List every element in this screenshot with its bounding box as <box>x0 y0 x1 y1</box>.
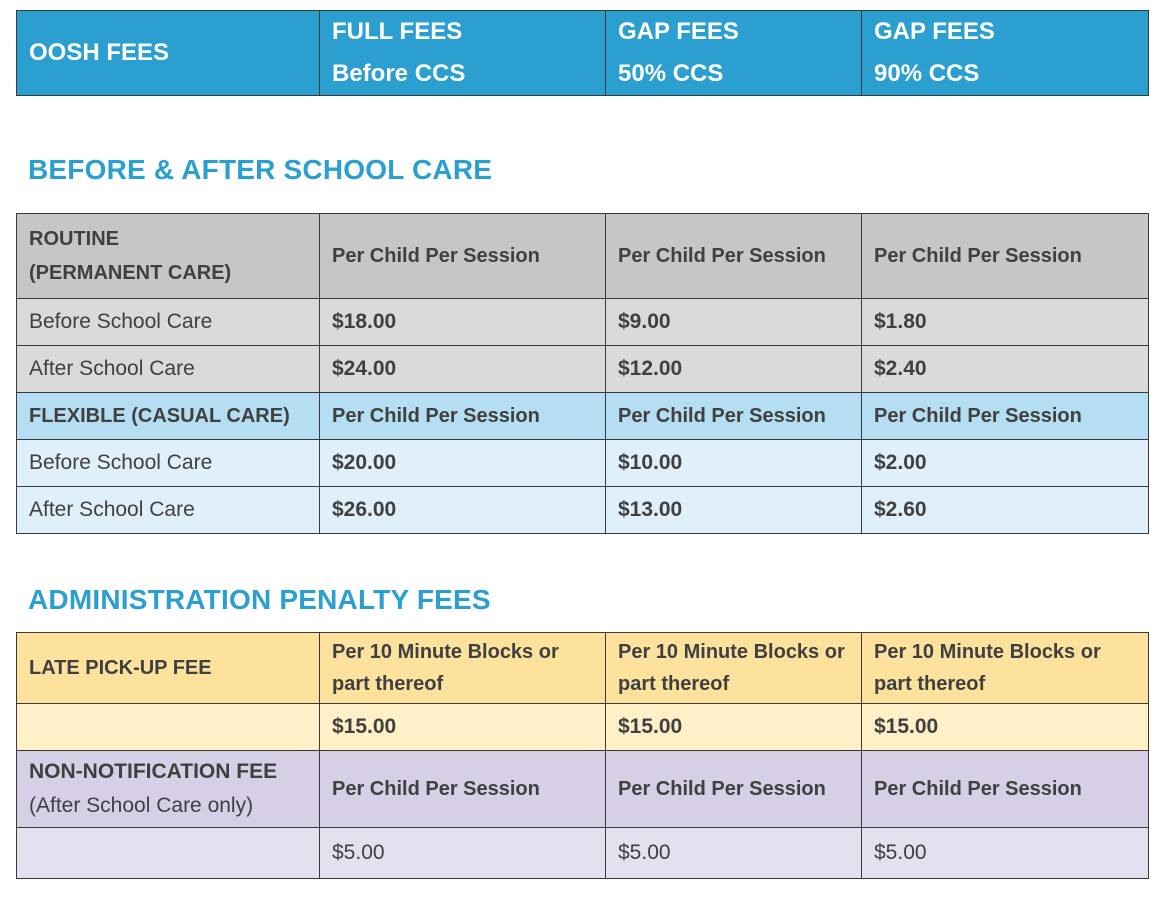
admin-fees-table <box>16 632 1149 879</box>
flexible-header-row <box>17 393 1149 440</box>
routine-label <box>17 214 320 299</box>
fee-gap90: $5.00 <box>862 828 1149 879</box>
late-unit-gap50 <box>606 633 862 704</box>
late-unit-line1: Per 10 Minute Blocks or <box>618 641 845 663</box>
header-row <box>17 11 1149 96</box>
non-unit-gap50: Per Child Per Session <box>606 751 862 828</box>
fee-gap50: $5.00 <box>606 828 862 879</box>
fee-gap50: $9.00 <box>606 299 862 346</box>
late-pickup-label: LATE PICK-UP FEE <box>17 633 320 704</box>
header-full-fees <box>320 11 606 96</box>
routine-header-row <box>17 214 1149 299</box>
non-notification-label-line2: (After School Care only) <box>29 794 254 817</box>
fee-gap90: $2.00 <box>862 440 1149 487</box>
late-unit-line1: Per 10 Minute Blocks or <box>332 641 559 663</box>
routine-label-line1: ROUTINE <box>29 228 119 250</box>
fees-header-table <box>16 10 1149 96</box>
fee-full: $26.00 <box>320 487 606 534</box>
non-notification-label-line1: NON-NOTIFICATION FEE <box>29 760 278 783</box>
non-unit-full: Per Child Per Session <box>320 751 606 828</box>
non-unit-gap90: Per Child Per Session <box>862 751 1149 828</box>
table-row <box>17 828 1149 879</box>
fee-gap50: $12.00 <box>606 346 862 393</box>
late-unit-full <box>320 633 606 704</box>
row-label-empty <box>17 704 320 751</box>
row-label: Before School Care <box>17 440 320 487</box>
header-gap-90-line2: 90% CCS <box>874 60 980 87</box>
flexible-unit-gap50: Per Child Per Session <box>606 393 862 440</box>
fee-gap90: $15.00 <box>862 704 1149 751</box>
fee-full: $24.00 <box>320 346 606 393</box>
non-notification-label <box>17 751 320 828</box>
admin-section-title: ADMINISTRATION PENALTY FEES <box>28 584 491 615</box>
fee-gap90: $2.60 <box>862 487 1149 534</box>
late-unit-gap90 <box>862 633 1149 704</box>
fee-gap90: $1.80 <box>862 299 1149 346</box>
flexible-label: FLEXIBLE (CASUAL CARE) <box>17 393 320 440</box>
non-notification-header-row <box>17 751 1149 828</box>
fee-full: $15.00 <box>320 704 606 751</box>
routine-unit-full: Per Child Per Session <box>320 214 606 299</box>
fee-gap50: $15.00 <box>606 704 862 751</box>
header-gap-90 <box>862 11 1149 96</box>
table-row <box>17 346 1149 393</box>
late-unit-line2: part thereof <box>874 673 986 695</box>
header-gap-50-line1: GAP FEES <box>618 18 739 45</box>
fee-gap90: $2.40 <box>862 346 1149 393</box>
fee-gap50: $10.00 <box>606 440 862 487</box>
routine-unit-gap90: Per Child Per Session <box>862 214 1149 299</box>
header-full-fees-line2: Before CCS <box>332 60 466 87</box>
table-row <box>17 440 1149 487</box>
routine-label-line2: (PERMANENT CARE) <box>29 262 232 284</box>
care-section-title: BEFORE & AFTER SCHOOL CARE <box>28 154 493 185</box>
flexible-unit-gap90: Per Child Per Session <box>862 393 1149 440</box>
care-fees-table <box>16 213 1149 534</box>
header-full-fees-line1: FULL FEES <box>332 18 463 45</box>
table-row <box>17 487 1149 534</box>
fee-full: $5.00 <box>320 828 606 879</box>
late-pickup-header-row <box>17 633 1149 704</box>
fee-gap50: $13.00 <box>606 487 862 534</box>
late-unit-line1: Per 10 Minute Blocks or <box>874 641 1101 663</box>
header-gap-50-line2: 50% CCS <box>618 60 724 87</box>
late-unit-line2: part thereof <box>332 673 444 695</box>
row-label-empty <box>17 828 320 879</box>
table-row <box>17 299 1149 346</box>
fee-full: $18.00 <box>320 299 606 346</box>
header-oosh-fees: OOSH FEES <box>17 11 320 96</box>
header-gap-90-line1: GAP FEES <box>874 18 995 45</box>
row-label: After School Care <box>17 487 320 534</box>
flexible-unit-full: Per Child Per Session <box>320 393 606 440</box>
row-label: After School Care <box>17 346 320 393</box>
table-row <box>17 704 1149 751</box>
fee-full: $20.00 <box>320 440 606 487</box>
row-label: Before School Care <box>17 299 320 346</box>
header-gap-50 <box>606 11 862 96</box>
late-unit-line2: part thereof <box>618 673 730 695</box>
routine-unit-gap50: Per Child Per Session <box>606 214 862 299</box>
